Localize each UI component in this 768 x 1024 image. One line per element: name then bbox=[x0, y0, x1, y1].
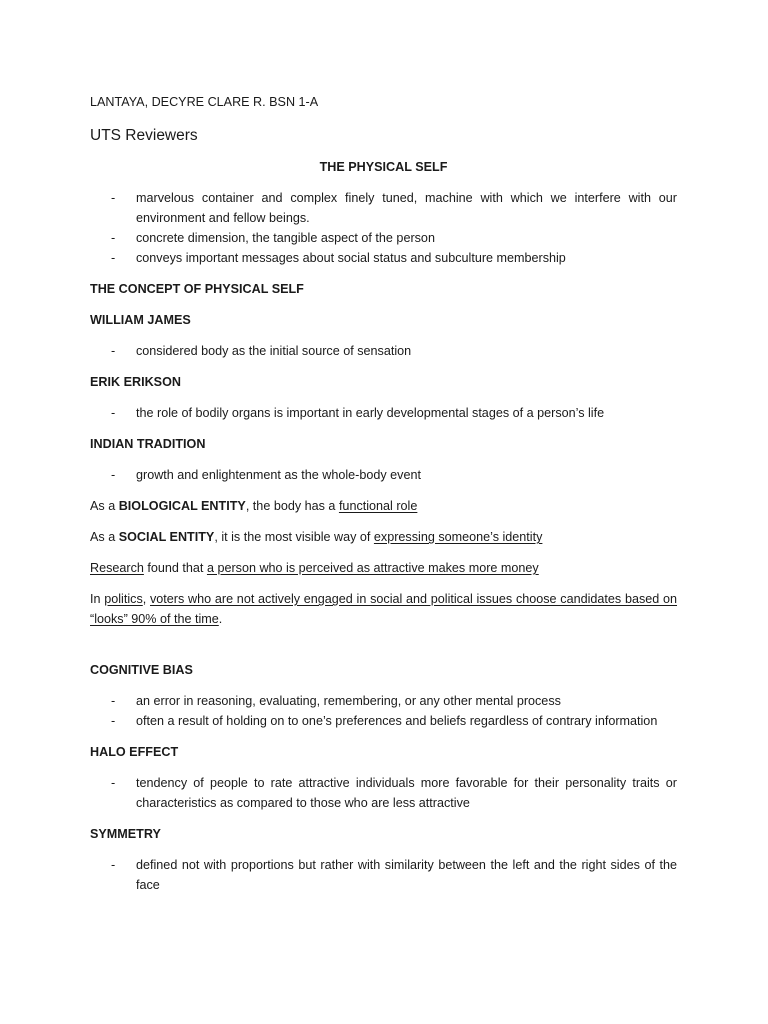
heading-concept-physical-self: THE CONCEPT OF PHYSICAL SELF bbox=[90, 282, 304, 296]
list-item bbox=[90, 855, 677, 895]
text-span: As a bbox=[90, 530, 119, 544]
intro-list bbox=[90, 188, 677, 268]
dash-bullet: - bbox=[111, 694, 116, 708]
list-item bbox=[90, 773, 677, 813]
document-subtitle: UTS Reviewers bbox=[90, 127, 198, 144]
list-item-text: defined not with proportions but rather with similarity between the left and the right sides of the face bbox=[136, 858, 677, 892]
list-item-text: tendency of people to rate attractive individuals more favorable for their personality traits or characteristics as compared to those who are less attractive bbox=[136, 776, 677, 810]
cognitive-bias-list bbox=[90, 691, 677, 731]
list-item-text: an error in reasoning, evaluating, remembering, or any other mental process bbox=[136, 694, 561, 708]
erik-erikson-list bbox=[90, 403, 677, 423]
list-item bbox=[90, 691, 677, 711]
underlined-phrase: Research bbox=[90, 561, 144, 575]
paragraph-social-entity bbox=[90, 527, 677, 547]
dash-bullet: - bbox=[111, 191, 116, 205]
william-james-list bbox=[90, 341, 677, 361]
dash-bullet: - bbox=[111, 468, 116, 482]
list-item bbox=[90, 248, 677, 268]
heading-erik-erikson: ERIK ERIKSON bbox=[90, 375, 181, 389]
dash-bullet: - bbox=[111, 776, 116, 790]
bold-term: SOCIAL ENTITY bbox=[118, 530, 215, 544]
heading-cognitive-bias: COGNITIVE BIAS bbox=[90, 663, 193, 677]
text-span: . bbox=[218, 612, 223, 626]
text-span: As a bbox=[90, 499, 119, 513]
heading-indian-tradition: INDIAN TRADITION bbox=[90, 437, 206, 451]
list-item-text: conveys important messages about social status and subculture membership bbox=[136, 251, 566, 265]
heading-william-james: WILLIAM JAMES bbox=[90, 313, 191, 327]
indian-tradition-list bbox=[90, 465, 677, 485]
section-title-physical-self: THE PHYSICAL SELF bbox=[319, 160, 448, 174]
bold-term: BIOLOGICAL ENTITY bbox=[118, 499, 246, 513]
author-line: LANTAYA, DECYRE CLARE R. BSN 1-A bbox=[90, 95, 319, 109]
symmetry-list bbox=[90, 855, 677, 895]
list-item bbox=[90, 341, 677, 361]
halo-effect-list bbox=[90, 773, 677, 813]
document-content bbox=[90, 92, 677, 895]
list-item-text: the role of bodily organs is important in early developmental stages of a person’s life bbox=[136, 406, 605, 420]
paragraph-biological-entity bbox=[90, 496, 677, 516]
list-item bbox=[90, 228, 677, 248]
list-item-text: considered body as the initial source of sensation bbox=[136, 344, 412, 358]
list-item bbox=[90, 711, 677, 731]
text-span: , it is the most visible way of bbox=[214, 530, 374, 544]
underlined-phrase: functional role bbox=[338, 499, 418, 513]
paragraph-politics bbox=[90, 589, 677, 629]
text-span: , bbox=[142, 592, 150, 606]
list-item bbox=[90, 465, 677, 485]
dash-bullet: - bbox=[111, 231, 116, 245]
heading-symmetry: SYMMETRY bbox=[90, 827, 161, 841]
list-item-text: marvelous container and complex finely tuned, machine with which we interfere with our environment and fellow beings. bbox=[136, 191, 677, 225]
underlined-phrase: politics bbox=[104, 592, 143, 606]
dash-bullet: - bbox=[111, 406, 116, 420]
underlined-phrase: voters who are not actively engaged in social and political issues choose candidates based on “looks” 90% of the time bbox=[90, 592, 678, 626]
underlined-phrase: expressing someone’s identity bbox=[373, 530, 543, 544]
heading-halo-effect: HALO EFFECT bbox=[90, 745, 179, 759]
list-item bbox=[90, 403, 677, 423]
underlined-phrase: a person who is perceived as attractive makes more money bbox=[206, 561, 539, 575]
list-item bbox=[90, 188, 677, 228]
text-span: found that bbox=[143, 561, 207, 575]
dash-bullet: - bbox=[111, 251, 116, 265]
paragraph-research bbox=[90, 558, 677, 578]
list-item-text: often a result of holding on to one’s preferences and beliefs regardless of contrary information bbox=[136, 714, 658, 728]
dash-bullet: - bbox=[111, 714, 116, 728]
list-item-text: concrete dimension, the tangible aspect of the person bbox=[136, 231, 435, 245]
text-span: , the body has a bbox=[245, 499, 339, 513]
dash-bullet: - bbox=[111, 344, 116, 358]
text-span: In bbox=[90, 592, 105, 606]
list-item-text: growth and enlightenment as the whole-body event bbox=[136, 468, 421, 482]
dash-bullet: - bbox=[111, 858, 116, 872]
